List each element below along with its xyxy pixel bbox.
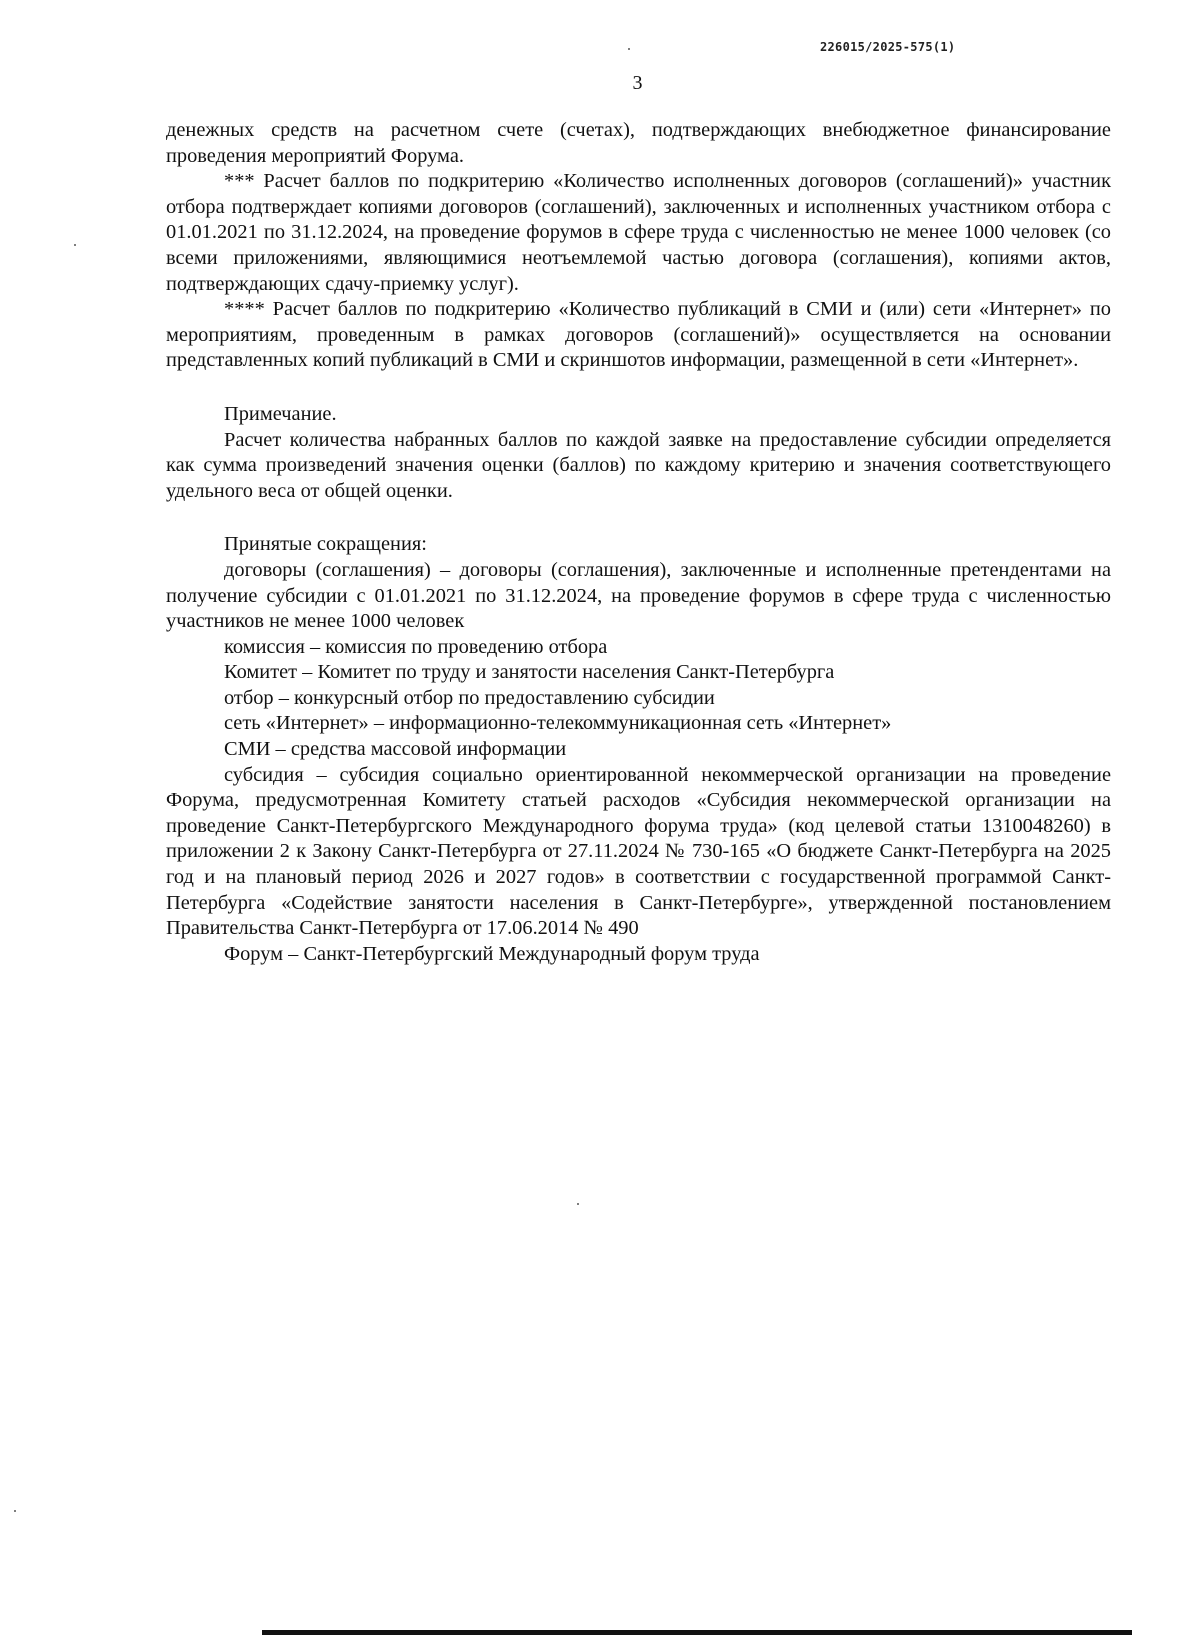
abbreviation-forum: Форум – Санкт-Петербургский Международный форум труда: [224, 942, 760, 965]
abbreviation-subsidy: субсидия – субсидия социально ориентированной некоммерческой организации на проведение Форума, предусмотренная Комитету статьей расходов «Субсидия некоммерческой организации на проведение Санкт-Петербургского Международного форума труда» (код целевой статьи 1310048260) в приложении 2 к Закону Санкт-Петербурга от 27.11.2024 № 730-165 «О бюджете Санкт-Петербурга на 2025 год и на плановый период 2026 и 2027 годов» в соответствии с государственной программой Санкт-Петербурга «Содействие занятости населения в Санкт-Петербурге», утвержденной постановлением Правительства Санкт-Петербурга от 17.06.2014 № 490: [166, 763, 1111, 940]
abbreviation-committee: Комитет – Комитет по труду и занятости населения Санкт-Петербурга: [224, 661, 835, 684]
spacer: [166, 504, 1111, 532]
abbreviations-heading: Принятые сокращения:: [224, 533, 427, 556]
scan-speck: [74, 244, 76, 246]
document-registration-number: 226015/2025-575(1): [820, 40, 956, 54]
scan-edge-bar: [262, 1630, 1132, 1635]
scan-speck: [14, 1510, 16, 1512]
abbreviation-internet: сеть «Интернет» – информационно-телекоммуникационная сеть «Интернет»: [224, 712, 892, 735]
note-heading: Примечание.: [224, 402, 337, 425]
scan-speck: [628, 48, 630, 50]
abbreviation-commission: комиссия – комиссия по проведению отбора: [224, 635, 608, 658]
abbreviation-selection: отбор – конкурсный отбор по предоставлению субсидии: [224, 686, 715, 709]
spacer: [166, 374, 1111, 402]
paragraph-continuation: денежных средств на расчетном счете (счетах), подтверждающих внебюджетное финансирование проведения мероприятий Форума.: [166, 119, 1111, 167]
scan-speck: [577, 1203, 579, 1205]
note-text: Расчет количества набранных баллов по каждой заявке на предоставление субсидии определяется как сумма произведений значения оценки (баллов) по каждому критерию и значения соответствующего удельного веса от общей оценки.: [166, 428, 1111, 502]
abbreviation-contracts: договоры (соглашения) – договоры (соглашения), заключенные и исполненные претендентами на получение субсидии с 01.01.2021 по 31.12.2024, на проведение форумов в сфере труда с численностью участников не менее 1000 человек: [166, 558, 1111, 633]
document-body: [166, 118, 1111, 967]
page-number: 3: [632, 72, 643, 94]
footnote-publications-scoring: **** Расчет баллов по подкритерию «Количество публикаций в СМИ и (или) сети «Интернет» по мероприятиям, проведенным в рамках договоров (соглашений)» осуществляется на основании представленных копий публикаций в СМИ и скриншотов информации, размещенной в сети «Интернет».: [166, 298, 1111, 372]
footnote-contracts-scoring: *** Расчет баллов по подкритерию «Количество исполненных договоров (соглашений)» участник отбора подтверждает копиями договоров (соглашений), заключенных и исполненных участником отбора с 01.01.2021 по 31.12.2024, на проведение форумов в сфере труда с численностью не менее 1000 человек (со всеми приложениями, являющимися неотъемлемой частью договора (соглашения), копиями актов, подтверждающих сдачу-приемку услуг).: [166, 170, 1111, 295]
abbreviation-media: СМИ – средства массовой информации: [224, 738, 567, 761]
